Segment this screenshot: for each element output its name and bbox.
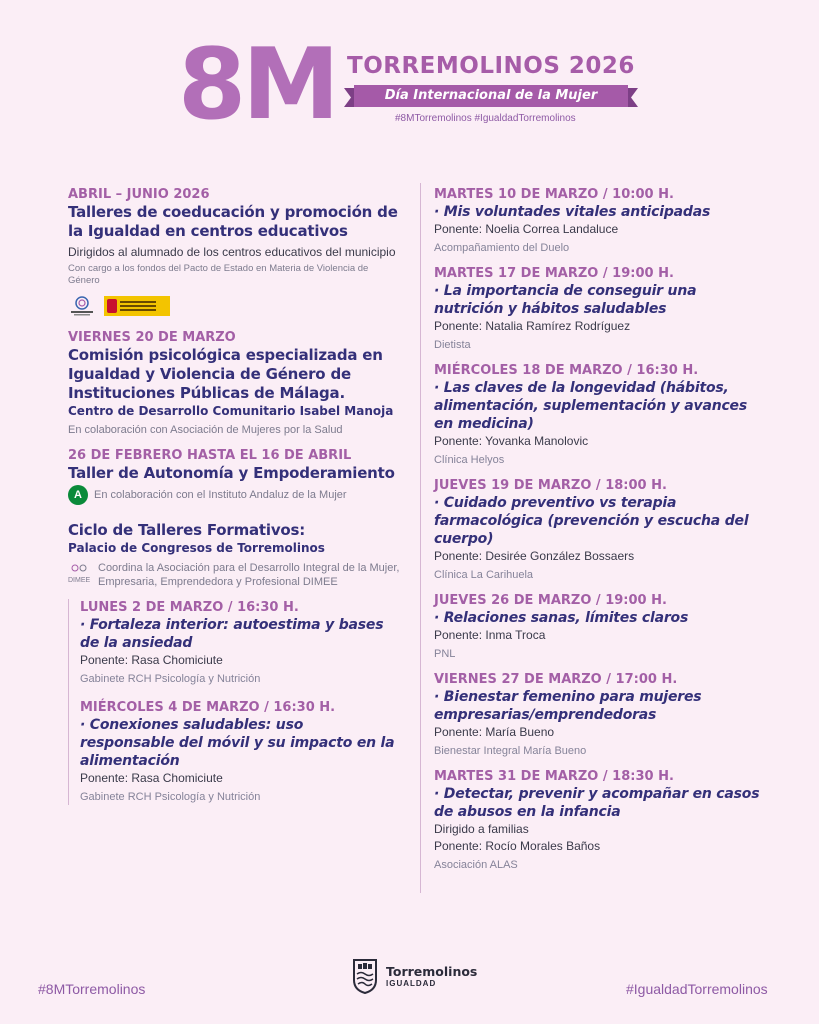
event-date: VIERNES 20 DE MARZO: [68, 330, 236, 345]
junta-andalucia-icon: A: [68, 485, 88, 505]
event-speaker: Ponente: Rasa Chomiciute: [80, 771, 223, 785]
event-date: LUNES 2 DE MARZO / 16:30 H.: [80, 600, 299, 615]
event-title: · Conexiones saludables: uso responsable del móvil y su impacto en la alimentación: [80, 717, 395, 769]
event-date: MIÉRCOLES 18 DE MARZO / 16:30 H.: [434, 363, 699, 378]
funding-note: Con cargo a los fondos del Pacto de Estado en Materia de Violencia de Género: [68, 263, 369, 286]
iam-collab: [68, 485, 402, 505]
footer-hashtag-left: #8MTorremolinos: [38, 981, 146, 997]
event-organization: Bienestar Integral María Bueno: [434, 745, 587, 757]
right-column: [434, 186, 764, 882]
event-description: Dirigidos al alumnado de los centros educativos del municipio: [68, 245, 396, 259]
event-speaker: Ponente: Desirée González Bossaers: [434, 549, 635, 563]
event-speaker: Ponente: Rocío Morales Baños: [434, 839, 601, 853]
event-organization: Gabinete RCH Psicología y Nutrición: [80, 673, 261, 685]
list-item: [434, 768, 764, 873]
8m-logo: 8M: [178, 28, 336, 142]
list-item: [434, 186, 764, 256]
city-year-title: TORREMOLINOS 2026: [347, 53, 635, 79]
cycle-title: Ciclo de Talleres Formativos:: [68, 521, 306, 539]
list-item: [434, 592, 764, 662]
column-divider: [420, 183, 421, 893]
left-column: [68, 186, 402, 815]
event-audience: Dirigido a familias: [434, 822, 529, 836]
event-date: MARTES 31 DE MARZO / 18:30 H.: [434, 769, 674, 784]
event-date: MARTES 10 DE MARZO / 10:00 H.: [434, 187, 674, 202]
event-speaker: Ponente: Yovanka Manolovic: [434, 434, 589, 448]
event-speaker: Ponente: Inma Troca: [434, 628, 546, 642]
event-organization: Clínica La Carihuela: [434, 569, 534, 581]
empowerment-block: [68, 447, 402, 505]
list-item: [434, 477, 764, 583]
event-date: JUEVES 19 DE MARZO / 18:00 H.: [434, 478, 667, 493]
event-title: · La importancia de conseguir una nutrición y hábitos saludables: [434, 283, 697, 317]
header-hashtags: #8MTorremolinos #IgualdadTorremolinos: [395, 113, 576, 124]
list-item: [80, 599, 402, 687]
footer-hashtag-right: #IgualdadTorremolinos: [626, 981, 768, 997]
list-item: [80, 699, 402, 805]
event-title: · Bienestar femenino para mujeres empresarias/emprendedoras: [434, 689, 702, 723]
event-speaker: Ponente: Noelia Correa Landaluce: [434, 222, 619, 236]
event-date: JUEVES 26 DE MARZO / 19:00 H.: [434, 593, 667, 608]
workshops-cycle-block: [68, 521, 402, 805]
event-date: VIERNES 27 DE MARZO / 17:00 H.: [434, 672, 678, 687]
event-title: · Detectar, prevenir y acompañar en casos de abusos en la infancia: [434, 786, 760, 820]
event-venue: Centro de Desarrollo Comunitario Isabel Manoja: [68, 404, 394, 418]
ribbon-text: Día Internacional de la Mujer: [384, 88, 598, 103]
coeducation-block: [68, 186, 402, 317]
event-title: Taller de Autonomía y Empoderamiento: [68, 464, 395, 482]
pacto-estado-logo: [68, 295, 96, 317]
cycle-event-list: [68, 599, 402, 805]
event-organization: Acompañamiento del Duelo: [434, 242, 570, 254]
coordination-note: Coordina la Asociación para el Desarrollo Integral de la Mujer, Empresaria, Emprendedora y Profesional DIMEE: [98, 562, 400, 588]
town-name: Torremolinos: [386, 963, 478, 979]
event-title: · Relaciones sanas, límites claros: [434, 610, 689, 626]
dimee-logo-icon: [68, 561, 90, 589]
commission-block: [68, 329, 402, 437]
dimee-logo-label: DIMEE: [68, 577, 91, 584]
collaboration-note: En colaboración con Asociación de Mujeres por la Salud: [68, 424, 343, 436]
gobierno-espana-logo: [104, 296, 170, 316]
list-item: [434, 362, 764, 468]
event-title: · Las claves de la longevidad (hábitos, alimentación, suplementación y avances en medicina): [434, 380, 747, 432]
ribbon-banner: [344, 85, 638, 110]
collaboration-note: En colaboración con el Instituto Andaluz de la Mujer: [94, 489, 347, 501]
event-speaker: Ponente: María Bueno: [434, 725, 555, 739]
town-shield-icon: [352, 958, 378, 994]
department-name: IGUALDAD: [386, 978, 437, 988]
event-title: Comisión psicológica especializada en Igualdad y Violencia de Género de Instituciones Públicas de Málaga.: [68, 346, 383, 402]
cycle-venue: Palacio de Congresos de Torremolinos: [68, 541, 325, 555]
event-organization: Asociación ALAS: [434, 859, 518, 871]
event-organization: Dietista: [434, 339, 471, 351]
event-title: Talleres de coeducación y promoción de la Igualdad en centros educativos: [68, 203, 398, 240]
sponsor-logos: [68, 295, 402, 317]
event-speaker: Ponente: Natalia Ramírez Rodríguez: [434, 319, 631, 333]
event-title: · Cuidado preventivo vs terapia farmacológica (prevención y escucha del cuerpo): [434, 495, 749, 547]
event-title: · Mis voluntades vitales anticipadas: [434, 204, 711, 220]
list-item: [434, 671, 764, 759]
event-date: ABRIL – JUNIO 2026: [68, 187, 210, 202]
event-date: 26 DE FEBRERO HASTA EL 16 DE ABRIL: [68, 448, 352, 463]
event-organization: Gabinete RCH Psicología y Nutrición: [80, 791, 261, 803]
event-organization: Clínica Helyos: [434, 454, 505, 466]
event-speaker: Ponente: Rasa Chomiciute: [80, 653, 223, 667]
list-item: [434, 265, 764, 353]
event-date: MIÉRCOLES 4 DE MARZO / 16:30 H.: [80, 700, 336, 715]
dimee-collab: [68, 561, 402, 589]
torremolinos-logo: [352, 958, 477, 994]
event-title: · Fortaleza interior: autoestima y bases de la ansiedad: [80, 617, 384, 651]
event-organization: PNL: [434, 648, 456, 660]
event-date: MARTES 17 DE MARZO / 19:00 H.: [434, 266, 674, 281]
